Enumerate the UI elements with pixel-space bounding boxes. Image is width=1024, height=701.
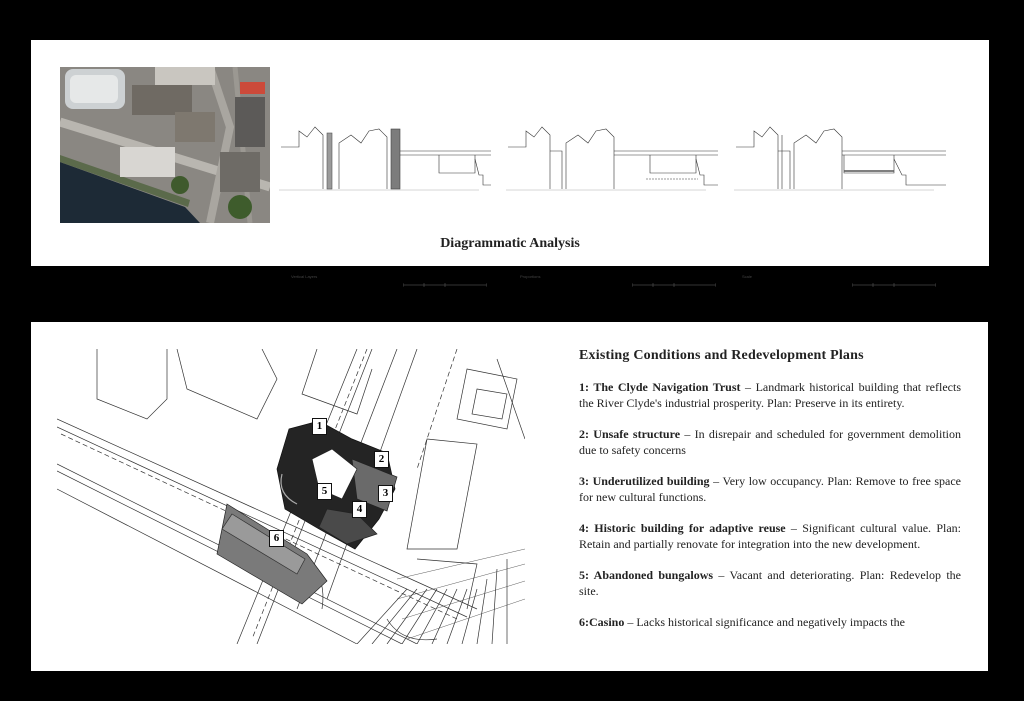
list-item [579,615,961,631]
list-item [579,521,961,552]
site-marker: 6 [269,530,284,547]
site-marker: 4 [352,501,367,518]
section-label: Proportions [520,274,541,279]
aerial-photo [60,67,270,223]
section-diagram-scale [734,115,954,279]
item-heading: 4: Historic building for adaptive reuse [579,521,786,535]
item-body: – Lacks historical significance and negatively impacts the [624,615,905,629]
site-plan-map [57,349,525,644]
scale-bar [852,282,936,288]
item-heading: 2: Unsafe structure [579,427,681,441]
list-item [579,568,961,599]
conditions-panel [31,322,988,671]
scale-bar [632,282,716,288]
list-item [579,474,961,505]
item-body: – Significant cultural value. Plan: Retain and partially renovate for integration into the new development. [579,521,962,551]
item-heading: 3: Underutilized building [579,474,710,488]
diagram-panel [31,40,989,279]
site-marker: 3 [378,485,393,502]
item-body: – Vacant and deteriorating. Plan: Redevelop the site. [579,568,961,598]
scale-bar [403,282,487,288]
item-body: – Landmark historical building that reflects the River Clyde's industrial prosperity. Plan: Preserve in its entirety. [579,380,961,410]
item-body: – In disrepair and scheduled for government demolition due to safety concerns [579,427,961,457]
list-item [579,380,961,411]
site-marker: 5 [317,483,332,500]
list-item [579,427,961,458]
section-label: Scale [742,274,753,279]
site-marker: 1 [312,418,327,435]
section-title: Existing Conditions and Redevelopment Plans [579,348,864,363]
section-diagram-vertical-layers [279,115,499,279]
item-heading: 1: The Clyde Navigation Trust [579,380,741,394]
panel-caption: Diagrammatic Analysis [440,236,580,251]
item-heading: 5: Abandoned bungalows [579,568,714,582]
section-label: Vertical Layers [291,274,318,279]
item-heading: 6:Casino [579,615,625,629]
conditions-text [579,348,961,647]
site-marker: 2 [374,451,389,468]
item-body: – Very low occupancy. Plan: Remove to free space for new cultural functions. [579,474,961,504]
